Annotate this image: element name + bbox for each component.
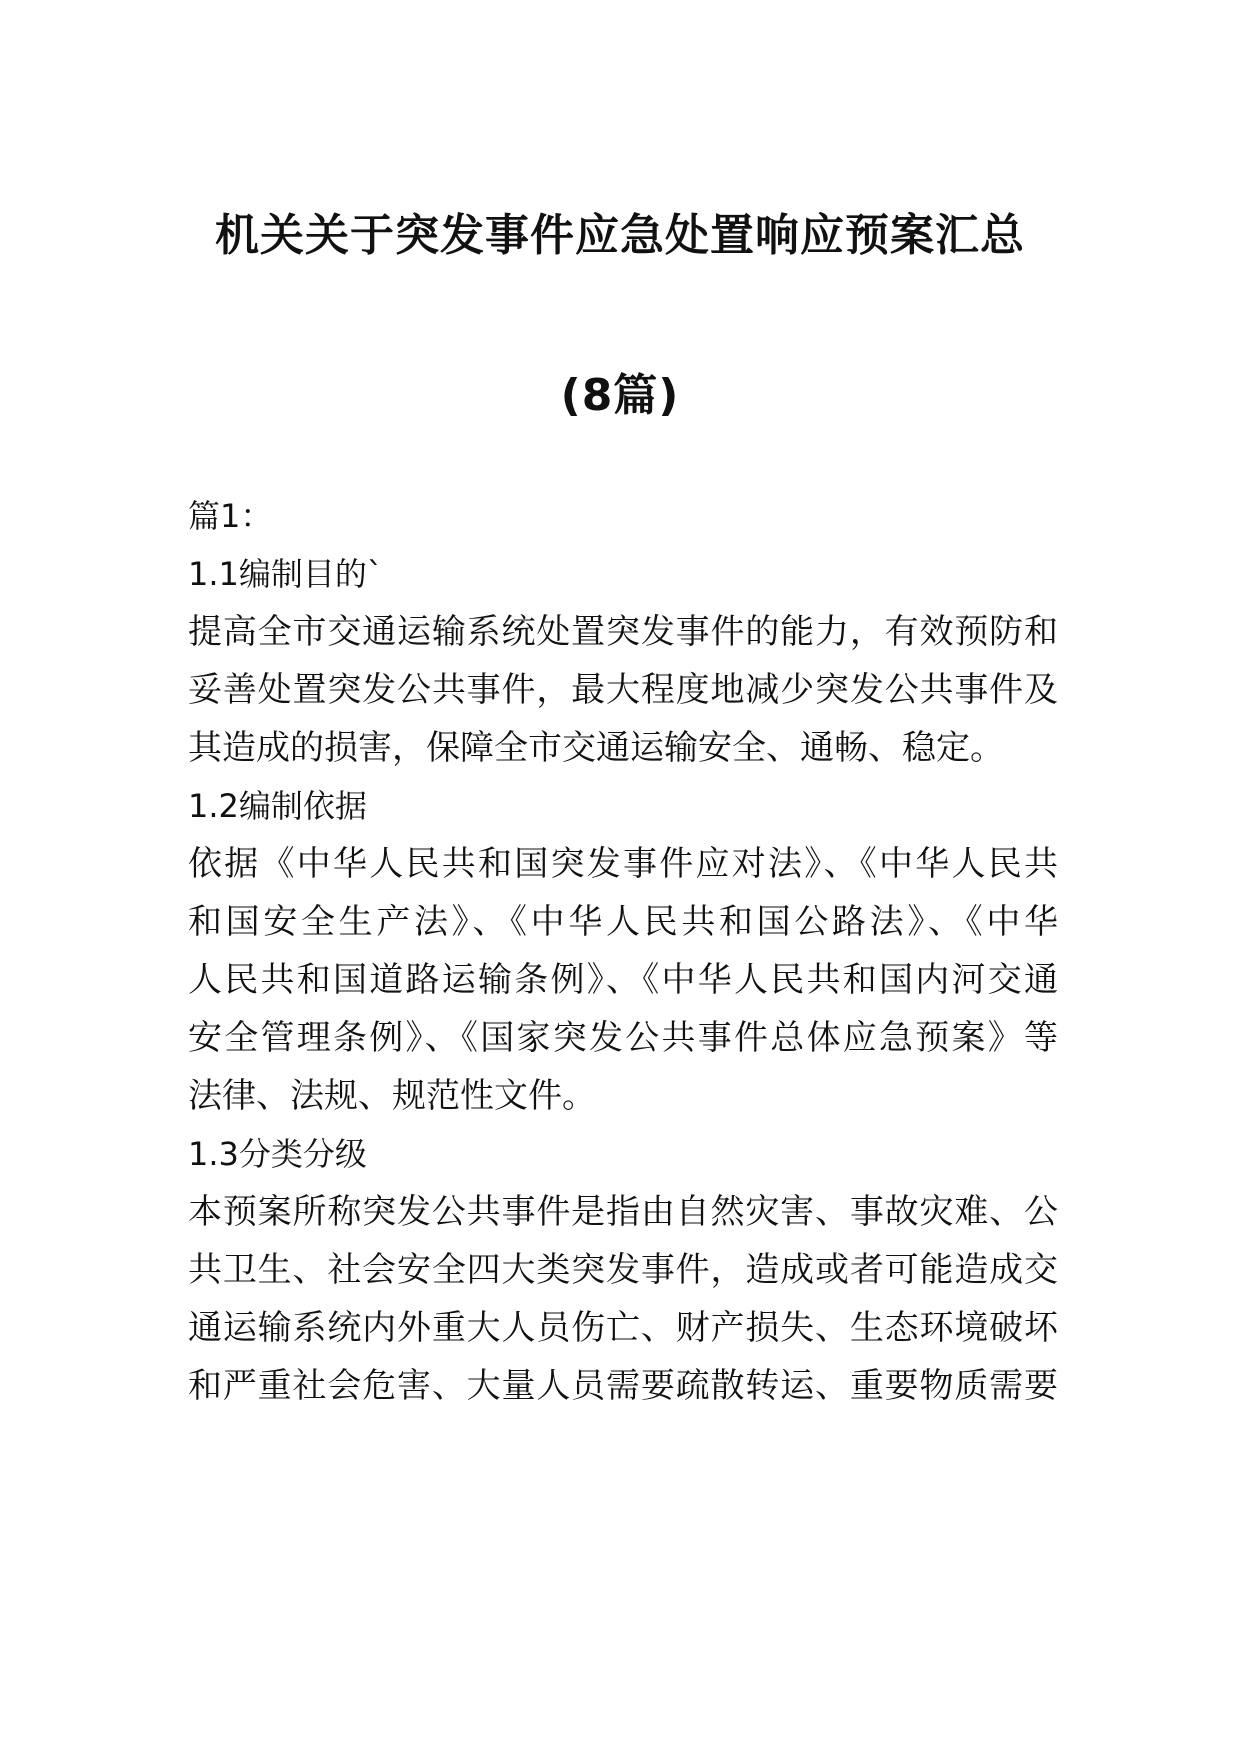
paragraph-line: 依据《中华人民共和国突发事件应对法》、《中华人民共: [188, 844, 1058, 884]
paragraph-line: 本预案所称突发公共事件是指由自然灾害、事故灾难、公: [188, 1192, 1058, 1232]
section-heading-1-2: 1.2编制依据: [188, 787, 367, 825]
paragraph-line: 提高全市交通运输系统处置突发事件的能力，有效预防和: [188, 612, 1058, 652]
paragraph-line: 人民共和国道路运输条例》、《中华人民共和国内河交通: [188, 960, 1058, 1000]
document-title-line-2: (8篇): [560, 370, 680, 421]
paragraph-line: 通运输系统内外重大人员伤亡、财产损失、生态环境破坏: [188, 1308, 1058, 1348]
paragraph-line: 法律、法规、规范性文件。: [188, 1076, 596, 1116]
paragraph-line: 共卫生、社会安全四大类突发事件，造成或者可能造成交: [188, 1250, 1058, 1290]
section-heading-1-3: 1.3分类分级: [188, 1135, 367, 1173]
piece-label: 篇1：: [188, 497, 273, 535]
section-heading-1-1: 1.1编制目的`: [188, 555, 383, 593]
paragraph-line: 其造成的损害，保障全市交通运输安全、通畅、稳定。: [188, 728, 1004, 768]
paragraph-line: 和严重社会危害、大量人员需要疏散转运、重要物质需要: [188, 1366, 1058, 1406]
paragraph-line: 和国安全生产法》、《中华人民共和国公路法》、《中华: [188, 902, 1058, 942]
paragraph-line: 安全管理条例》、《国家突发公共事件总体应急预案》等: [188, 1018, 1058, 1058]
document-title-line-1: 机关关于突发事件应急处置响应预案汇总: [215, 210, 1025, 261]
paragraph-line: 妥善处置突发公共事件，最大程度地减少突发公共事件及: [188, 670, 1058, 710]
